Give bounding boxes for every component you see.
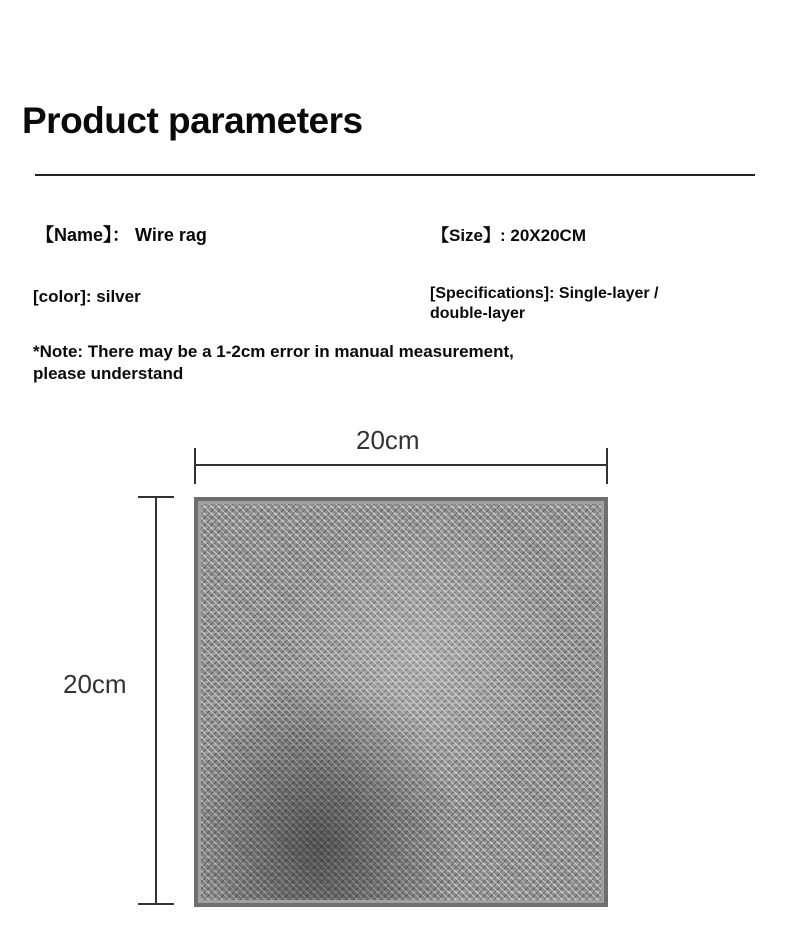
height-dimension-label: 20cm bbox=[63, 669, 127, 699]
spec-line-1: [Specifications]: Single-layer / bbox=[430, 285, 659, 302]
param-specifications bbox=[430, 284, 659, 324]
page-title: Product parameters bbox=[22, 100, 363, 141]
title-divider bbox=[35, 174, 755, 176]
width-dimension-label: 20cm bbox=[356, 425, 420, 455]
height-dimension-line bbox=[155, 497, 157, 905]
spec-line-2: double-layer bbox=[430, 305, 526, 322]
note-line-2: please understand bbox=[33, 364, 184, 383]
width-dimension-line bbox=[195, 464, 608, 466]
measurement-note bbox=[33, 341, 514, 385]
wire-rag-image bbox=[194, 497, 608, 907]
note-line-1: *Note: There may be a 1-2cm error in manual measurement, bbox=[33, 342, 514, 361]
width-dimension-cap-left bbox=[194, 448, 196, 484]
height-dimension-cap-top bbox=[138, 496, 174, 498]
height-dimension-cap-bottom bbox=[138, 903, 174, 905]
param-color: [color]: silver bbox=[33, 287, 141, 306]
width-dimension-cap-right bbox=[606, 448, 608, 484]
param-size: 【Size】: 20X20CM bbox=[432, 226, 586, 245]
param-name: 【Name】： Wire rag bbox=[36, 225, 207, 245]
